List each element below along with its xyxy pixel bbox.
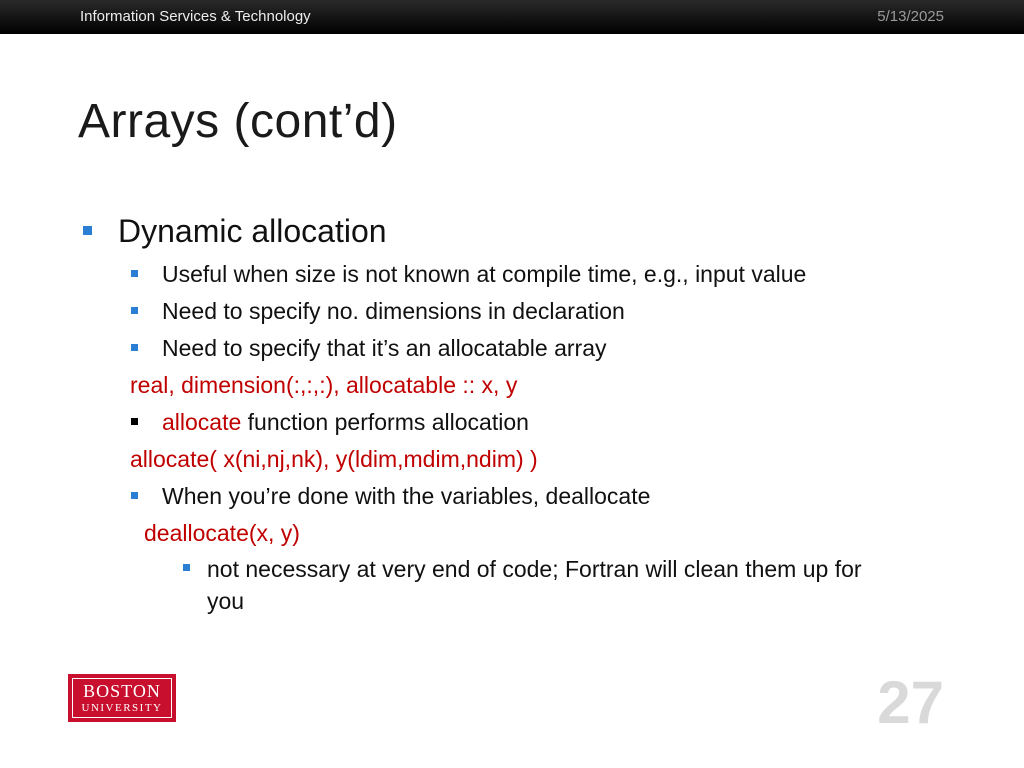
bullet-sub-6-line1: not necessary at very end of code; Fortran will clean them up for: [207, 556, 862, 582]
square-bullet-icon: [131, 418, 138, 425]
allocate-keyword: allocate: [162, 409, 242, 435]
bullet-sub-2: Need to specify no. dimensions in declaration: [162, 298, 625, 324]
slide-title: Arrays (cont’d): [78, 95, 398, 148]
bullet-main: Dynamic allocation: [118, 213, 387, 249]
code-deallocate: deallocate(x, y): [144, 520, 300, 546]
page-number: 27: [877, 669, 944, 736]
square-bullet-icon: [131, 492, 138, 499]
bullet-sub-6-line2: you: [207, 588, 245, 614]
university-logo: [68, 674, 176, 722]
square-bullet-icon: [83, 226, 92, 235]
bullet-sub-3: Need to specify that it’s an allocatable array: [162, 335, 607, 361]
header-bar: [0, 0, 1024, 34]
code-declaration: real, dimension(:,:,:), allocatable :: x, y: [130, 372, 518, 398]
header-org: Information Services & Technology: [80, 8, 311, 25]
square-bullet-icon: [131, 344, 138, 351]
logo-word-university: UNIVERSITY: [81, 702, 163, 714]
bullet-sub-1: Useful when size is not known at compile time, e.g., input value: [162, 261, 807, 287]
square-bullet-icon: [183, 564, 190, 571]
logo-word-boston: BOSTON: [83, 681, 161, 701]
square-bullet-icon: [131, 270, 138, 277]
allocate-description: function performs allocation: [241, 409, 529, 435]
code-allocate: allocate( x(ni,nj,nk), y(ldim,mdim,ndim) ): [130, 446, 538, 472]
square-bullet-icon: [131, 307, 138, 314]
header-date: 5/13/2025: [877, 8, 944, 25]
bullet-sub-4: [162, 409, 529, 436]
bullet-sub-5: When you’re done with the variables, deallocate: [162, 483, 651, 509]
